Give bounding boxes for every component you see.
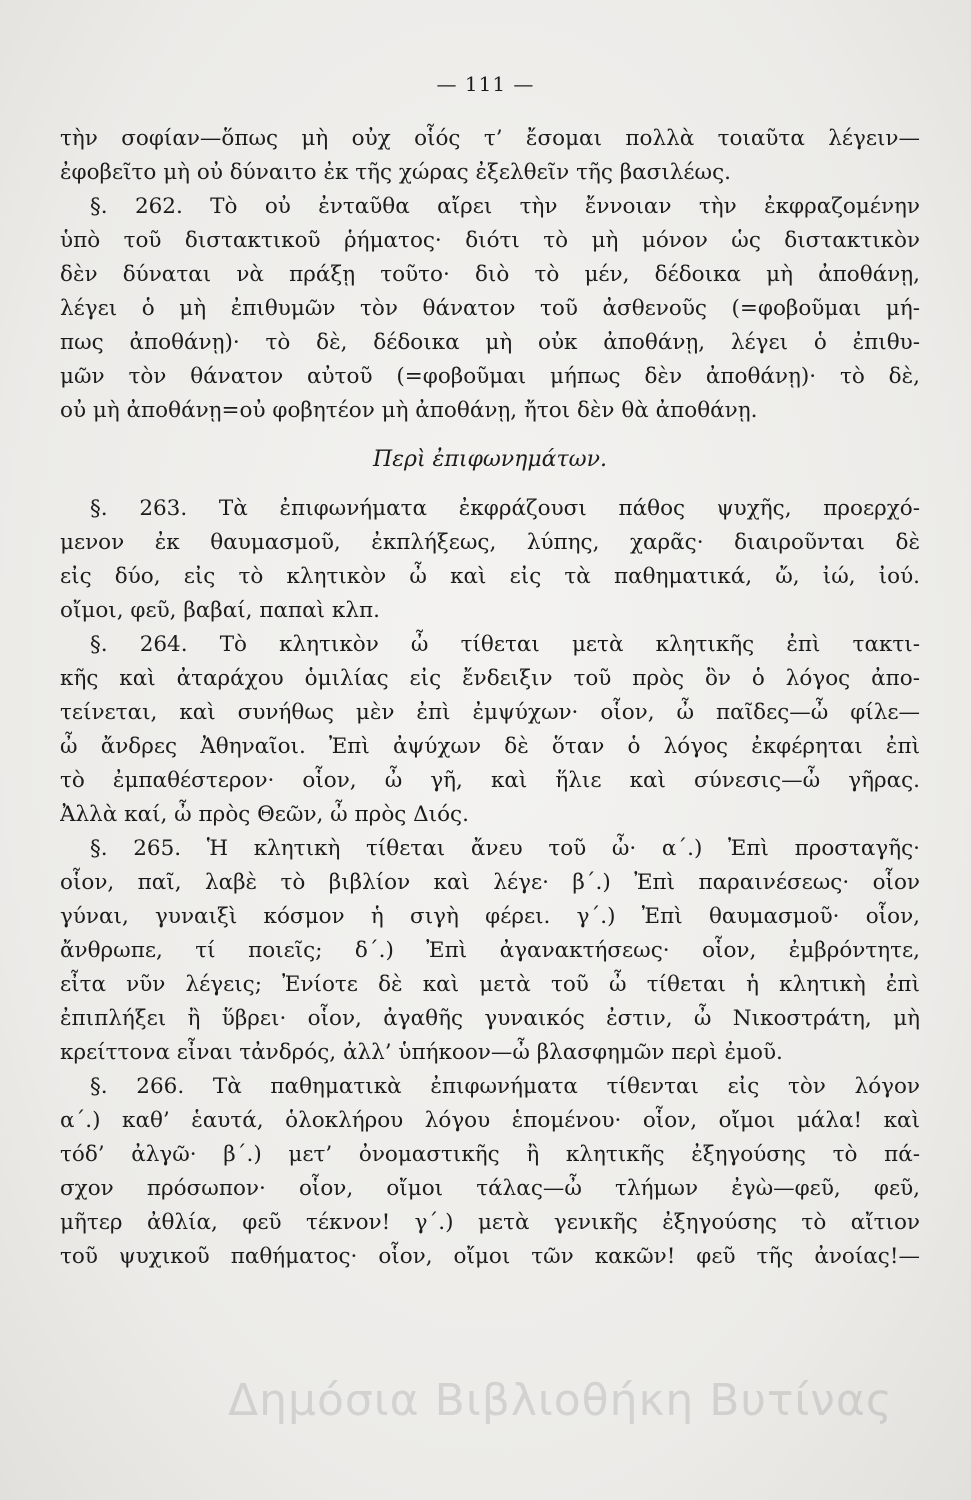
text-line: γύναι, γυναιξὶ κόσμον ἡ σιγὴ φέρει. γ΄.) Ἐπὶ θαυμασμοῦ· οἷον, [60,904,920,929]
text-line: τὴν σοφίαν—ὅπως μὴ οὐχ οἷός τ’ ἔσομαι πολλὰ τοιαῦτα λέγειν— [60,126,920,151]
text-line: δὲν δύναται νὰ πράξῃ τοῦτο· διὸ τὸ μέν, δέδοικα μὴ ἀποθάνῃ, [60,262,920,287]
text-line: §. 264. Τὸ κλητικὸν ὦ τίθεται μετὰ κλητικῆς ἐπὶ τακτι- [90,632,920,657]
text-line: οἷον, παῖ, λαβὲ τὸ βιβλίον καὶ λέγε· β΄.) Ἐπὶ παραινέσεως· οἷον [60,870,920,895]
text-line: πως ἀποθάνῃ)· τὸ δὲ, δέδοικα μὴ οὐκ ἀποθάνῃ, λέγει ὁ ἐπιθυ- [60,330,920,355]
paragraph-264 [60,628,920,832]
text-line: μενον ἐκ θαυμασμοῦ, ἐκπλήξεως, λύπης, χαρᾶς· διαιροῦνται δὲ [60,530,920,555]
text-line: εἰς δύο, εἰς τὸ κλητικὸν ὦ καὶ εἰς τὰ παθηματικά, ὤ, ἰώ, ἰού. [60,564,920,589]
text-line: ἐφοβεῖτο μὴ οὐ δύναιτο ἐκ τῆς χώρας ἐξελθεῖν τῆς βασιλέως. [60,160,731,185]
text-body [60,122,920,1274]
text-line: ἄνθρωπε, τί ποιεῖς; δ΄.) Ἐπὶ ἀγανακτήσεως· οἷον, ἐμβρόντητε, [60,938,920,963]
section-heading: Περὶ ἐπιφωνημάτων. [373,447,607,472]
text-line: ἐπιπλήξει ἢ ὕβρει· οἷον, ἀγαθῆς γυναικός ἐστιν, ὦ Νικοστράτη, μὴ [60,1006,920,1031]
text-line: μῆτερ ἀθλία, φεῦ τέκνον! γ΄.) μετὰ γενικῆς ἐξηγούσης τὸ αἴτιον [60,1210,920,1235]
page-number: — 111 — [436,72,535,96]
library-watermark: Δημόσια Βιβλιοθήκη Βυτίνας [228,1375,893,1426]
text-line: σχον πρόσωπον· οἷον, οἴμοι τάλας—ὦ τλήμων ἐγὼ—φεῦ, φεῦ, [60,1176,920,1201]
text-line: τὸ ἐμπαθέστερον· οἷον, ὦ γῆ, καὶ ἥλιε καὶ σύνεσις—ὦ γῆρας. [60,768,920,793]
text-line: Ἀλλὰ καί, ὦ πρὸς Θεῶν, ὦ πρὸς Διός. [60,802,469,827]
text-line: οἴμοι, φεῦ, βαβαί, παπαὶ κλπ. [60,598,380,623]
text-line: ὦ ἄνδρες Ἀθηναῖοι. Ἐπὶ ἀψύχων δὲ ὅταν ὁ λόγος ἐκφέρηται ἐπὶ [60,734,920,759]
paragraph-265 [60,832,920,1070]
text-line: εἶτα νῦν λέγεις; Ἐνίοτε δὲ καὶ μετὰ τοῦ ὦ τίθεται ἡ κλητικὴ ἐπὶ [60,972,920,997]
text-line: μῶν τὸν θάνατον αὐτοῦ (=φοβοῦμαι μήπως δὲν ἀποθάνῃ)· τὸ δὲ, [60,364,920,389]
paragraph-263 [60,492,920,628]
text-line: §. 263. Τὰ ἐπιφωνήματα ἐκφράζουσι πάθος ψυχῆς, προερχό- [90,496,920,521]
text-line: τείνεται, καὶ συνήθως μὲν ἐπὶ ἐμψύχων· οἷον, ὦ παῖδες—ὦ φίλε— [60,700,920,725]
paragraph-262 [60,190,920,428]
paragraph-continuation [60,122,920,190]
text-line: οὐ μὴ ἀποθάνῃ=οὐ φοβητέον μὴ ἀποθάνῃ, ἤτοι δὲν θὰ ἀποθάνῃ. [60,398,758,423]
text-line: α΄.) καθ’ ἑαυτά, ὁλοκλήρου λόγου ἑπομένου· οἷον, οἴμοι μάλα! καὶ [60,1108,920,1133]
text-line: τοῦ ψυχικοῦ παθήματος· οἷον, οἴμοι τῶν κακῶν! φεῦ τῆς ἀνοίας!— [60,1244,920,1269]
text-line: κρείττονα εἶναι τἀνδρός, ἀλλ’ ὑπήκοον—ὦ βλασφημῶν περὶ ἐμοῦ. [60,1040,783,1065]
text-line: τόδ’ ἀλγῶ· β΄.) μετ’ ὀνομαστικῆς ἢ κλητικῆς ἐξηγούσης τὸ πά- [60,1142,920,1167]
text-line: §. 265. Ἡ κλητικὴ τίθεται ἄνευ τοῦ ὦ· α΄.) Ἐπὶ προσταγῆς· [90,836,920,861]
text-line: ὑπὸ τοῦ διστακτικοῦ ῥήματος· διότι τὸ μὴ μόνον ὡς διστακτικὸν [60,228,920,253]
text-line: §. 266. Τὰ παθηματικὰ ἐπιφωνήματα τίθενται εἰς τὸν λόγον [90,1074,920,1099]
text-line: κῆς καὶ ἀταράχου ὁμιλίας εἰς ἔνδειξιν τοῦ πρὸς ὃν ὁ λόγος ἀπο- [60,666,920,691]
text-line: §. 262. Τὸ οὐ ἐνταῦθα αἴρει τὴν ἔννοιαν τὴν ἐκφραζομένην [90,194,920,219]
paragraph-266 [60,1070,920,1274]
text-line: λέγει ὁ μὴ ἐπιθυμῶν τὸν θάνατον τοῦ ἀσθενοῦς (=φοβοῦμαι μή- [60,296,920,321]
